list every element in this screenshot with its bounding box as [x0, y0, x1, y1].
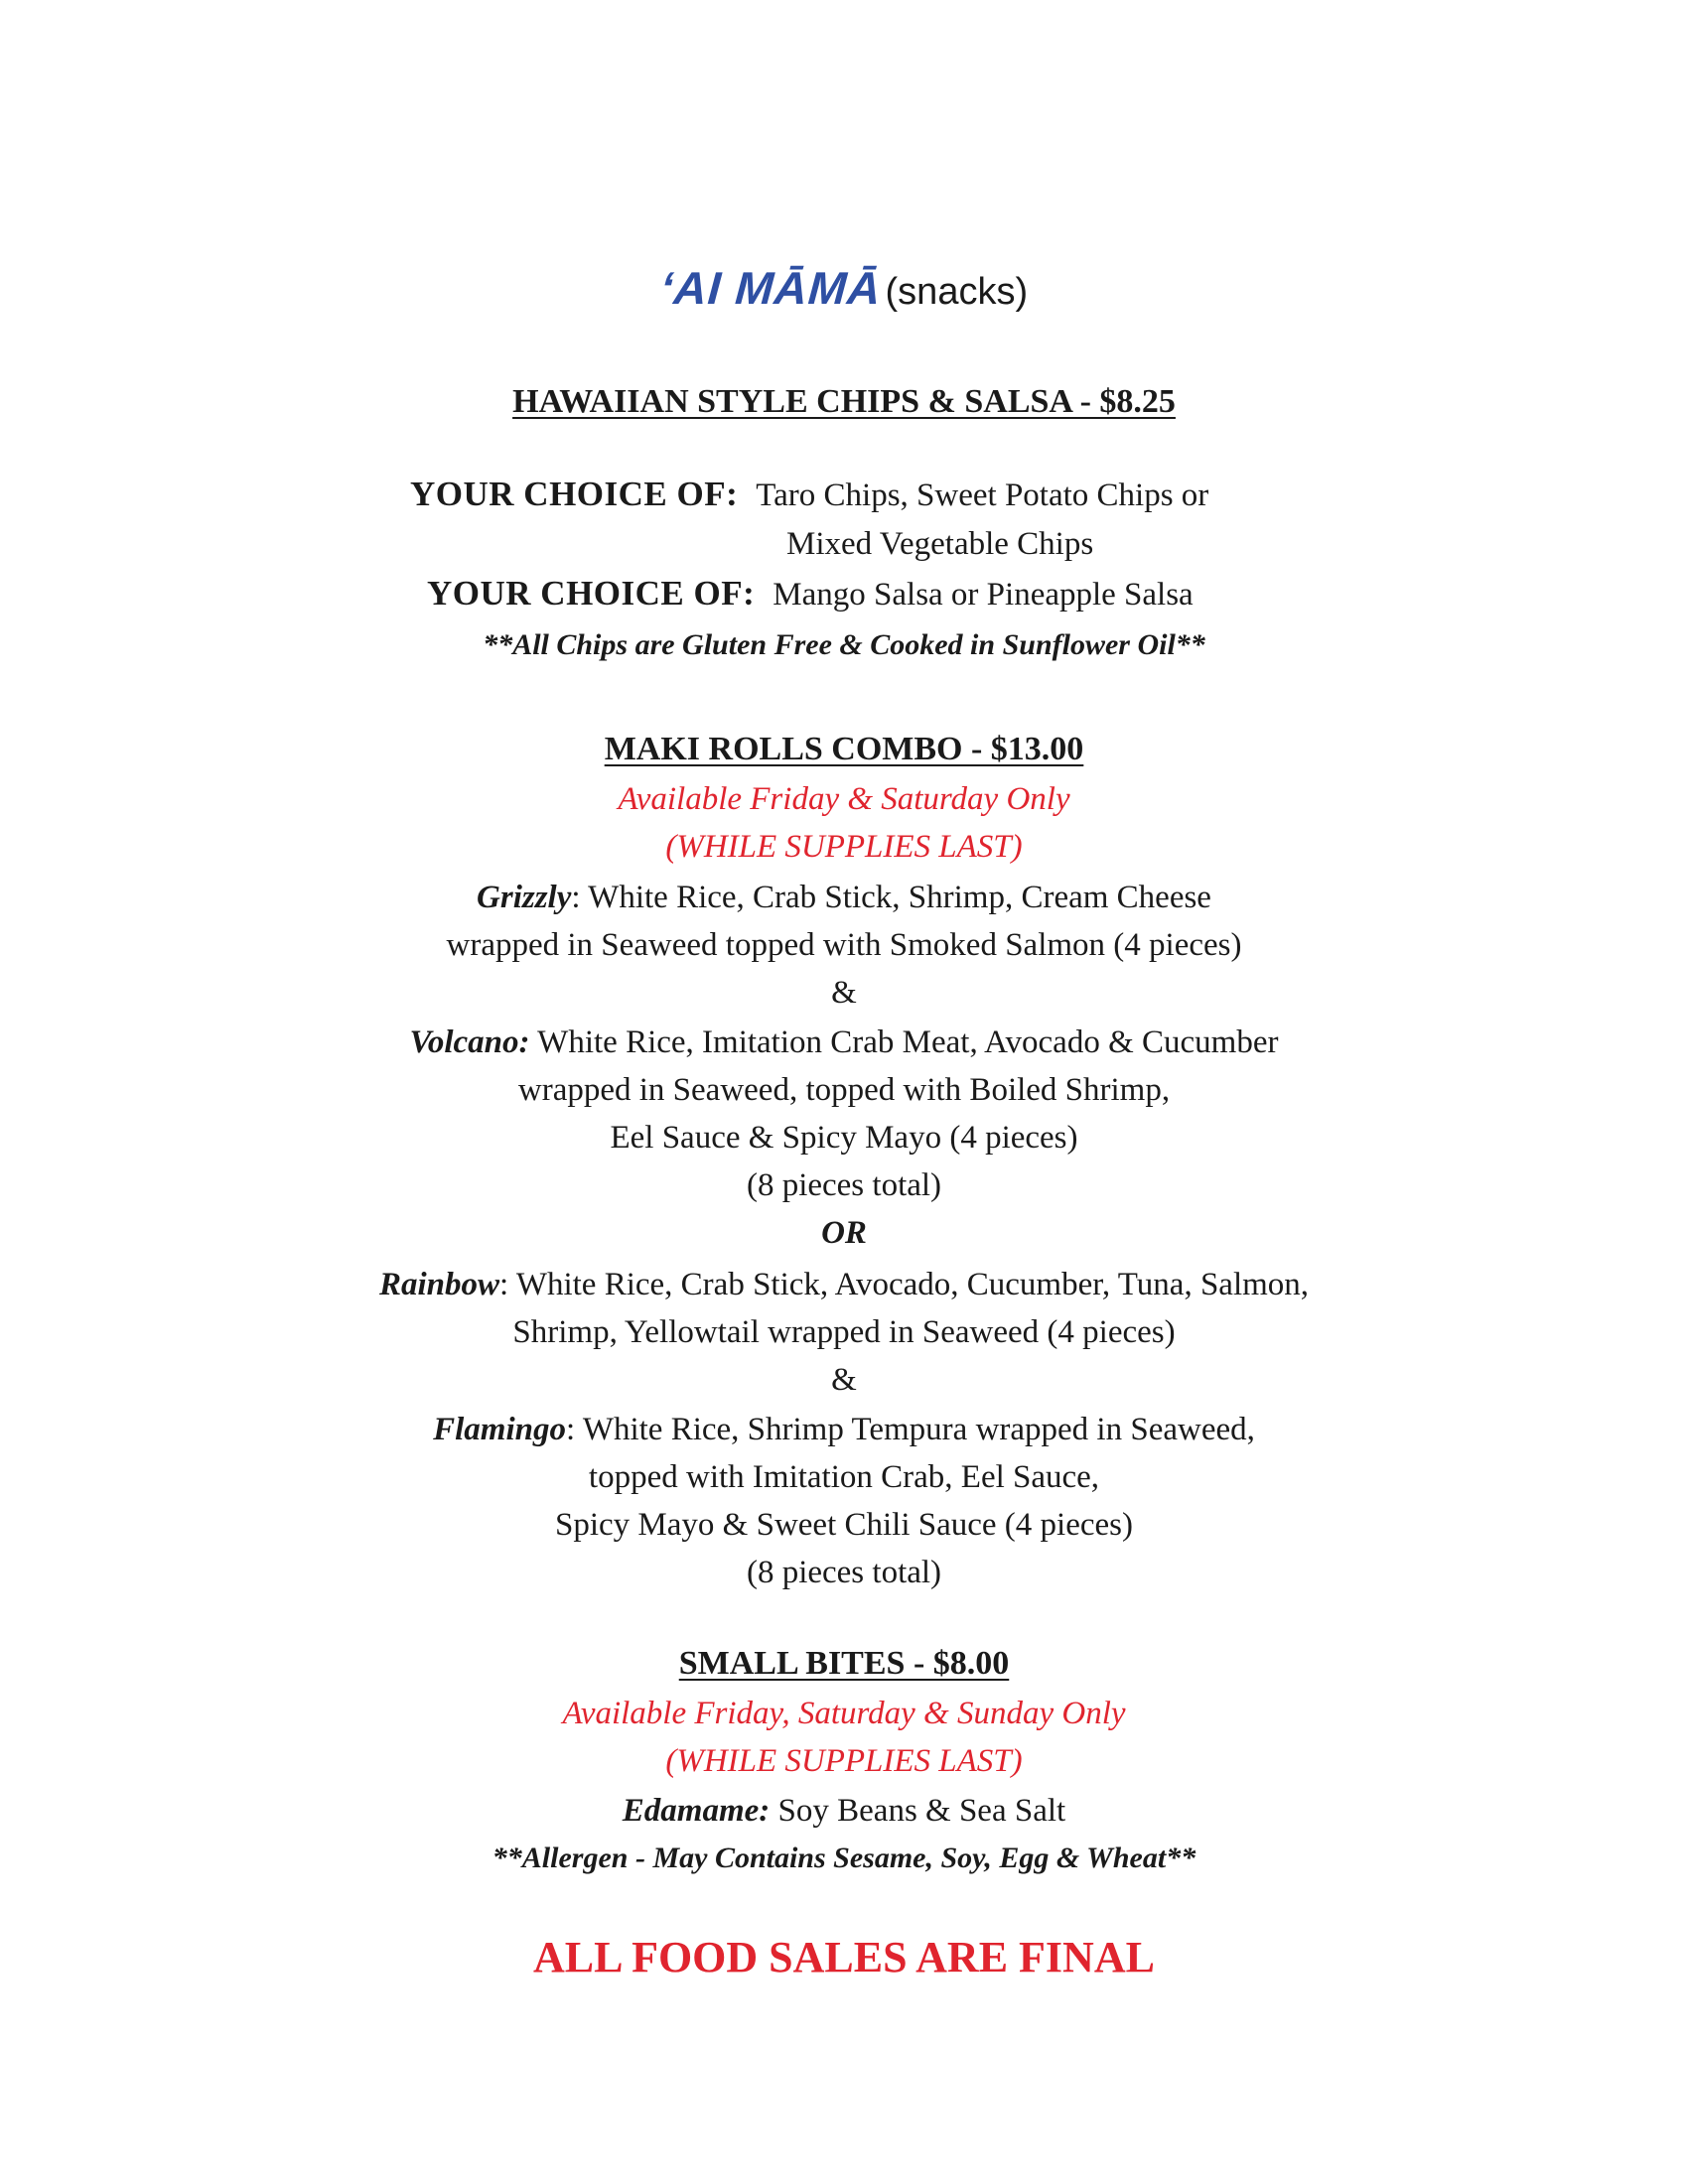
maki-supplies: (WHILE SUPPLIES LAST): [665, 829, 1023, 865]
maki-heading: MAKI ROLLS COMBO - $13.00: [604, 731, 1084, 767]
flamingo-desc1: : White Rice, Shrimp Tempura wrapped in Seaweed,: [566, 1412, 1255, 1447]
rainbow-line1: [0, 1265, 1688, 1304]
grizzly-name: Grizzly: [477, 880, 572, 915]
title-main: ‘AI MĀMĀ: [658, 262, 884, 314]
title-sub: (snacks): [885, 271, 1029, 313]
bites-supplies: (WHILE SUPPLIES LAST): [665, 1743, 1023, 1779]
page-title: [0, 260, 1688, 321]
edamame-line: [0, 1791, 1688, 1831]
sales-final-notice: ALL FOOD SALES ARE FINAL: [533, 1933, 1155, 1981]
bites-availability: Available Friday, Saturday & Sunday Only: [562, 1696, 1126, 1731]
edamame-desc: Soy Beans & Sea Salt: [770, 1793, 1066, 1829]
volcano-line2: wrapped in Seaweed, topped with Boiled Shrimp,: [517, 1072, 1171, 1108]
rainbow-desc1: : White Rice, Crab Stick, Avocado, Cucumber, Tuna, Salmon,: [499, 1267, 1310, 1302]
ampersand-2: &: [831, 1362, 857, 1398]
flamingo-line1: [0, 1410, 1688, 1449]
flamingo-name: Flamingo: [433, 1412, 566, 1447]
choice-label-chips: YOUR CHOICE OF:: [410, 475, 739, 513]
pieces-total-1: (8 pieces total): [746, 1167, 942, 1203]
choice-text-salsa: Mango Salsa or Pineapple Salsa: [773, 577, 1194, 613]
flamingo-line2: topped with Imitation Crab, Eel Sauce,: [588, 1459, 1100, 1495]
or-divider: OR: [821, 1215, 867, 1251]
volcano-line1: [0, 1023, 1688, 1062]
choice-label-salsa: YOUR CHOICE OF:: [427, 574, 756, 613]
edamame-name: Edamame:: [622, 1793, 771, 1829]
pieces-total-2: (8 pieces total): [746, 1555, 942, 1590]
rainbow-name: Rainbow: [378, 1267, 499, 1302]
allergen-note: **Allergen - May Contains Sesame, Soy, Egg & Wheat**: [492, 1842, 1196, 1874]
flamingo-line3: Spicy Mayo & Sweet Chili Sauce (4 pieces): [555, 1507, 1133, 1543]
grizzly-line1: [0, 878, 1688, 917]
bites-heading: SMALL BITES - $8.00: [678, 1645, 1010, 1682]
choice-row-salsa: [427, 572, 1194, 622]
grizzly-line2: wrapped in Seaweed topped with Smoked Salmon (4 pieces): [446, 927, 1242, 963]
volcano-line3: Eel Sauce & Spicy Mayo (4 pieces): [610, 1120, 1078, 1156]
choice-row-chips: [410, 473, 1208, 523]
ampersand-1: &: [831, 975, 857, 1011]
choice-text-chips-line2: Mixed Vegetable Chips: [786, 526, 1094, 562]
maki-availability: Available Friday & Saturday Only: [618, 781, 1070, 817]
volcano-desc1: White Rice, Imitation Crab Meat, Avocado & Cucumber: [529, 1024, 1279, 1060]
grizzly-desc1: : White Rice, Crab Stick, Shrimp, Cream Cheese: [571, 880, 1211, 915]
rainbow-line2: Shrimp, Yellowtail wrapped in Seaweed (4 pieces): [512, 1314, 1176, 1350]
volcano-name: Volcano:: [409, 1024, 530, 1060]
choice-text-chips-line1: Taro Chips, Sweet Potato Chips or: [756, 478, 1209, 513]
chips-heading: HAWAIIAN STYLE CHIPS & SALSA - $8.25: [512, 383, 1176, 420]
gluten-free-note: **All Chips are Gluten Free & Cooked in Sunflower Oil**: [483, 628, 1205, 661]
